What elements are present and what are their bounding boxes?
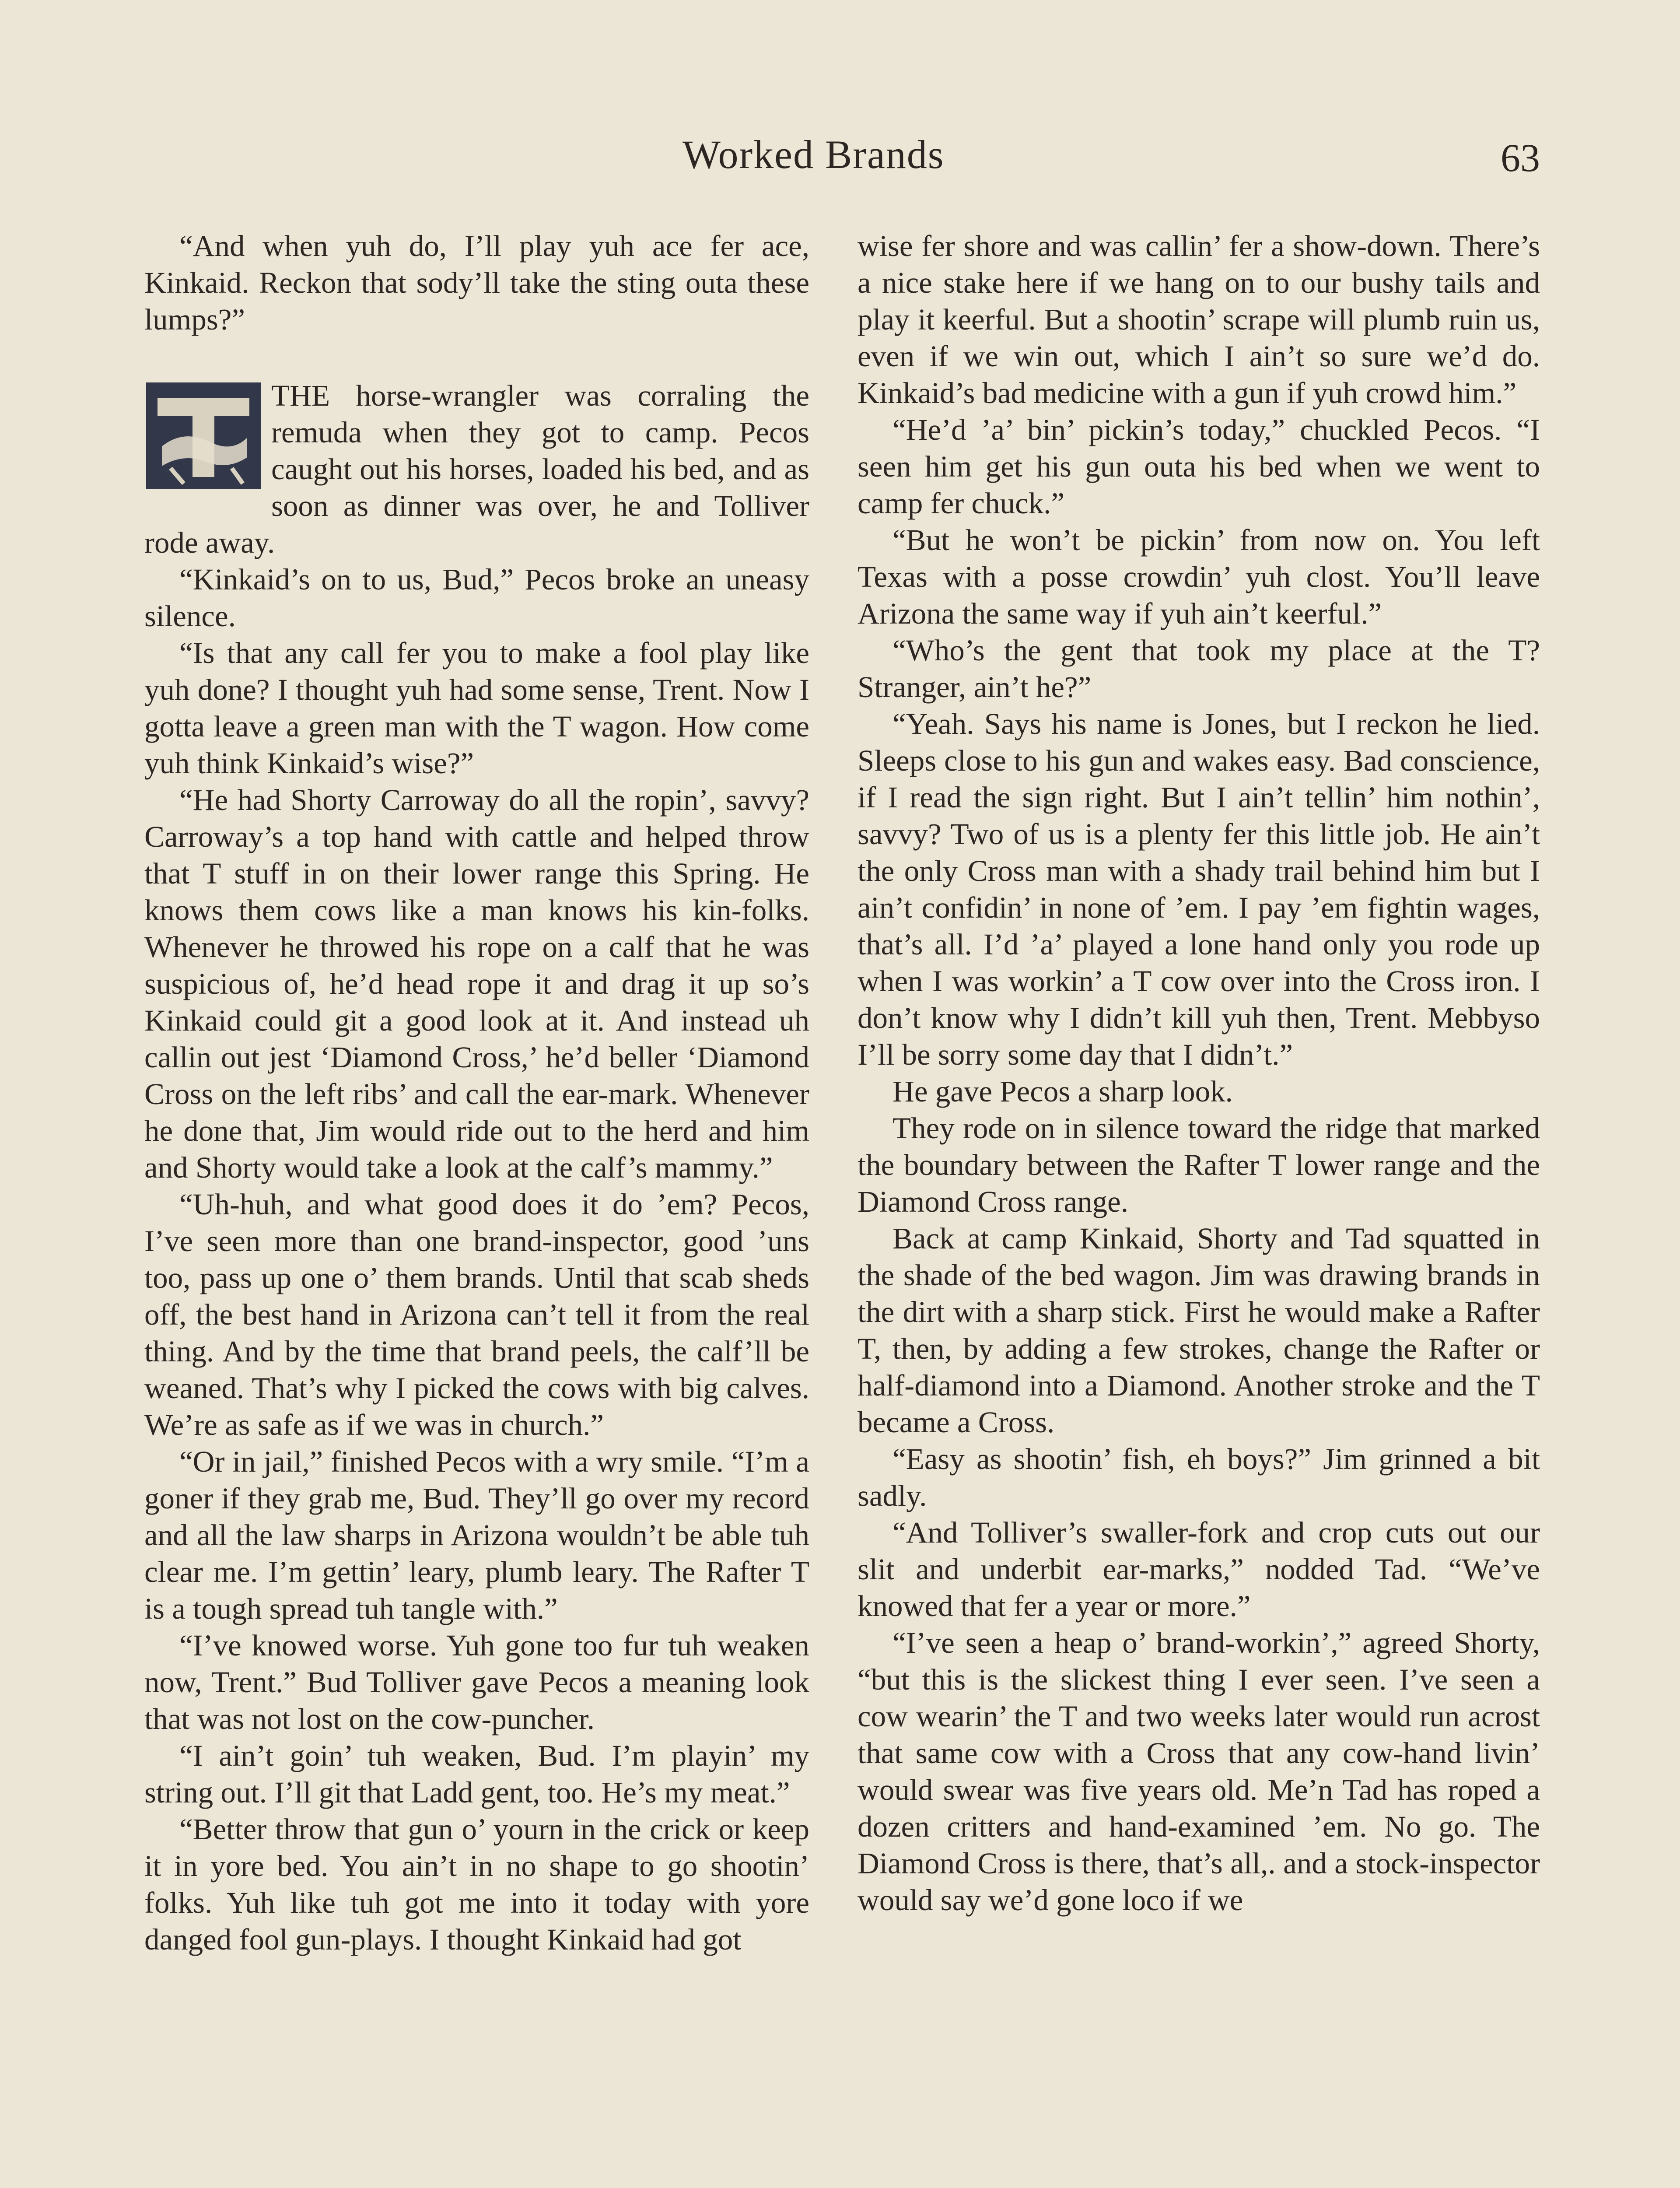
page-number: 63 [1501, 137, 1540, 180]
paragraph: “Yeah. Says his name is Jones, but I reckon he lied. Sleeps close to his gun and wakes easy. Bad conscience, if I read the sign right. But I ain’t tellin’ him nothin’, savvy? Two of us is a plenty fer this little job. He ain’t the only Cross man with a shady trail behind him but I ain’t confidin’ in none of ’em. I pay ’em fightin wages, that’s all. I’d ’a’ played a lone hand only you rode up when I was workin’ a T cow over into the Cross iron. I don’t know why I didn’t kill yuh then, Trent. Mebbyso I’ll be sorry some day that I didn’t.” [858, 707, 1540, 1071]
paragraph: Back at camp Kinkaid, Shorty and Tad squatted in the shade of the bed wagon. Jim was drawing brands in the dirt with a sharp stick. First he would make a Rafter T, then, by adding a few strokes, change the Rafter or half-diamond into a Diamond. Another stroke and the T became a Cross. [858, 1222, 1540, 1439]
paragraph: “Uh-huh, and what good does it do ’em? Pecos, I’ve seen more than one brand-inspector, good ’uns too, pass up one o’ them brands. Until that scab sheds off, the best hand in Arizona can’t tell it from the real thing. And by the time that brand peels, the calf’ll be weaned. That’s why I picked the cows with big calves. We’re as safe as if we was in church.” [144, 1188, 809, 1441]
dropcap-paragraph [144, 377, 809, 561]
paragraph: wise fer shore and was callin’ fer a show-down. There’s a nice stake here if we hang on to our bushy tails and play it keerful. But a shootin’ scrape will plumb ruin us, even if we win out, which I ain’t so sure we’d do. Kinkaid’s bad medicine with a gun if yuh crowd him.” [858, 229, 1540, 410]
paragraph: “Or in jail,” finished Pecos with a wry smile. “I’m a goner if they grab me, Bud. They’ll go over my record and all the law sharps in Arizona wouldn’t be able tuh clear me. I’m gettin’ leary, plumb leary. The Rafter T is a tough spread tuh tangle with.” [144, 1445, 809, 1625]
paragraph: “I ain’t goin’ tuh weaken, Bud. I’m playin’ my string out. I’ll git that Ladd gent, too. He’s my meat.” [144, 1739, 809, 1809]
running-head [0, 131, 1680, 188]
paragraph: “But he won’t be pickin’ from now on. You left Texas with a posse crowdin’ yuh clost. You’ll leave Arizona the same way if yuh ain’t keerful.” [858, 523, 1540, 630]
paragraph: “Who’s the gent that took my place at the T? Stranger, ain’t he?” [858, 634, 1540, 704]
paragraph: “Better throw that gun o’ yourn in the crick or keep it in yore bed. You ain’t in no shape to go shootin’ folks. Yuh like tuh got me into it today with yore danged fool gun-plays. I thought Kinkaid had got [144, 1813, 809, 1956]
paragraph: “He’d ’a’ bin’ pickin’s today,” chuckled Pecos. “I seen him get his gun outa his bed when we went to camp fer chuck.” [858, 413, 1540, 520]
paragraph: He gave Pecos a sharp look. [892, 1075, 1233, 1108]
page-header-title: Worked Brands [682, 132, 945, 177]
paragraph: They rode on in silence toward the ridge that marked the boundary between the Rafter T lower range and the Diamond Cross range. [858, 1112, 1540, 1218]
dropcap-paragraph-text: THE horse-wrangler was corraling the remuda when they got to camp. Pecos caught out his horses, loaded his bed, and as soon as dinner was over, he and Tolliver rode away. [144, 379, 809, 559]
paragraph: “I’ve knowed worse. Yuh gone too fur tuh weaken now, Trent.” Bud Tolliver gave Pecos a meaning look that was not lost on the cow-puncher. [144, 1629, 809, 1736]
decorative-dropcap-icon [144, 381, 262, 491]
paragraph: “I’ve seen a heap o’ brand-workin’,” agreed Shorty, “but this is the slickest thing I ever seen. I’ve seen a cow wearin’ the T and two weeks later would run acrost that same cow with a Cross that any cow-hand livin’ would swear was five years old. Me’n Tad has roped a dozen critters and hand-examined ’em. No go. The Diamond Cross is there, that’s all,. and a stock-inspector would say we’d gone loco if we [858, 1626, 1540, 1917]
paragraph: “Is that any call fer you to make a fool play like yuh done? I thought yuh had some sense, Trent. Now I gotta leave a green man with the T wagon. How come yuh think Kinkaid’s wise?” [144, 636, 809, 780]
paragraph: “He had Shorty Carroway do all the ropin’, savvy? Carroway’s a top hand with cattle and helped throw that T stuff in on their lower range this Spring. He knows them cows like a man knows his kin-folks. Whenever he throwed his rope on a calf that he was suspicious of, he’d head rope it and drag it up so’s Kinkaid could git a good look at it. And instead uh callin out jest ‘Diamond Cross,’ he’d beller ‘Diamond Cross on the left ribs’ and call the ear-mark. Whenever he done that, Jim would ride out to the herd and him and Shorty would take a look at the calf’s mammy.” [144, 783, 809, 1184]
paragraph: “Easy as shootin’ fish, eh boys?” Jim grinned a bit sadly. [858, 1442, 1540, 1512]
right-text-column [858, 228, 1540, 1918]
paragraph: “Kinkaid’s on to us, Bud,” Pecos broke an uneasy silence. [144, 563, 809, 633]
left-text-column [144, 228, 809, 1958]
paragraph: “And Tolliver’s swaller-fork and crop cuts out our slit and underbit ear-marks,” nodded Tad. “We’ve knowed that fer a year or more.” [858, 1516, 1540, 1623]
paragraph: “And when yuh do, I’ll play yuh ace fer ace, Kinkaid. Reckon that sody’ll take the sting outa these lumps?” [144, 229, 809, 336]
